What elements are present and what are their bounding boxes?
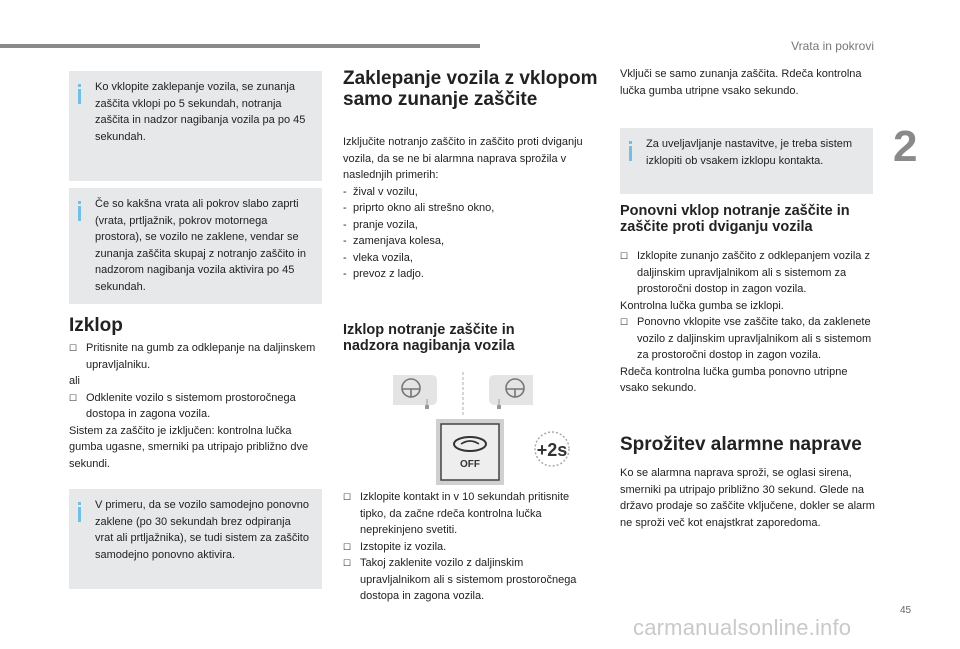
heading-izklop: Izklop xyxy=(69,315,123,336)
paragraph: Kontrolna lučka gumba se izklopi. xyxy=(620,299,784,312)
paragraph: Rdeča kontrolna lučka gumba ponovno utripne vsako sekundo. xyxy=(620,365,848,394)
watermark: carmanualsonline.info xyxy=(633,615,852,640)
info-icon xyxy=(629,141,632,161)
list-item: - zamenjava kolesa, xyxy=(343,233,588,250)
page-number: 45 xyxy=(900,605,912,616)
heading-alarm-trigger: Sprožitev alarmne naprave xyxy=(620,434,862,455)
timer-icon xyxy=(535,432,569,466)
info-icon xyxy=(78,502,81,522)
izklop-text xyxy=(69,340,324,472)
section-title: Vrata in pokrovi xyxy=(791,39,874,53)
list-item: - prevoz z ladjo. xyxy=(343,266,588,283)
heading-exterior-protection: Zaklepanje vozila z vklopom samo zunanje zaščite xyxy=(343,68,598,110)
steering-right-icon xyxy=(489,375,533,409)
illustration xyxy=(343,367,583,487)
svg-text:+2s: +2s xyxy=(536,440,568,460)
note-text: Če so kakšna vrata ali pokrov slabo zaprti (vrata, prtljažnik, pokrov motornega prostora), se vozilo ne zaklene, vendar se zunanja zaščita skupaj z notranjo zaščito in nadzorom nagibanja vozila aktivira po 45 sekundah. xyxy=(95,198,306,293)
note-text: Za uveljavljanje nastavitve, je treba sistem izklopiti ob vsakem izklopu kontakta. xyxy=(646,138,853,167)
chapter-number: 2 xyxy=(893,122,918,171)
bullet-item: ☐ Izklopite kontakt in v 10 sekundah pritisnite tipko, da začne rdeča kontrolna lučka neprekinjeno svetiti. xyxy=(343,489,593,539)
info-note xyxy=(69,71,322,181)
intro-text xyxy=(343,134,588,283)
info-note xyxy=(620,128,873,194)
list-item: - žival v vozilu, xyxy=(343,184,588,201)
paragraph: Ko se alarmna naprava sproži, se oglasi sirena, smerniki pa utripajo približno 30 sekund. Glede na državo prodaje so zaščite vključene, dokler se alarm ne sproži več kot enajstkrat zaporedoma. xyxy=(620,467,875,529)
reactivate-text xyxy=(620,248,875,397)
paragraph: Vključi se samo zunanja zaščita. Rdeča kontrolna lučka gumba utripne vsako sekundo. xyxy=(620,68,862,97)
header-rule xyxy=(0,44,480,48)
note-text: Ko vklopite zaklepanje vozila, se zunanja zaščita vklopi po 5 sekundah, notranja zaščita in nadzor nagibanja vozila pa po 45 sekundah. xyxy=(95,81,306,143)
svg-text:OFF: OFF xyxy=(460,459,480,470)
bullet-item: ☐ Odklenite vozilo s sistemom prostoročnega dostopa in zagona vozila. xyxy=(69,390,324,423)
alarm-off-button-icon xyxy=(436,419,504,485)
exterior-only-text xyxy=(620,66,875,99)
bullet-item: ☐ Izstopite iz vozila. xyxy=(343,539,593,556)
interior-off-steps xyxy=(343,489,593,605)
info-note xyxy=(69,188,322,304)
heading-interior-off: Izklop notranje zaščite in nadzora nagibanja vozila xyxy=(343,322,515,354)
info-icon xyxy=(78,84,81,104)
or-text: ali xyxy=(69,375,81,387)
note-text: V primeru, da se vozilo samodejno ponovno zaklene (po 30 sekundah brez odpiranja vrat ali prtljažnika), se tudi sistem za zaščito samodejno ponovno aktivira. xyxy=(95,499,310,561)
paragraph: Izključite notranjo zaščito in zaščito proti dviganju vozila, da se ne bi alarmna naprava sprožila v naslednjih primerih: xyxy=(343,136,583,181)
bullet-item: ☐ Pritisnite na gumb za odklepanje na daljinskem upravljalniku. xyxy=(69,340,324,373)
info-note xyxy=(69,489,322,589)
alarm-trigger-text xyxy=(620,465,878,531)
list-item: - pranje vozila, xyxy=(343,217,588,234)
steering-left-icon xyxy=(393,375,437,409)
paragraph: Sistem za zaščito je izključen: kontrolna lučka gumba ugasne, smerniki pa utripajo približno dve sekundi. xyxy=(69,424,309,470)
heading-reactivate: Ponovni vklop notranje zaščite in zaščite proti dviganju vozila xyxy=(620,203,850,235)
info-icon xyxy=(78,201,81,221)
list-item: - priprto okno ali strešno okno, xyxy=(343,200,588,217)
bullet-item: ☐ Ponovno vklopite vse zaščite tako, da zaklenete vozilo z daljinskim upravljalnikom ali s sistemom za prostoročni dostop in zagon vozila. xyxy=(620,314,875,364)
bullet-item: ☐ Takoj zaklenite vozilo z daljinskim upravljalnikom ali s sistemom prostoročnega dostopa in zagona vozila. xyxy=(343,555,593,605)
list-item: - vleka vozila, xyxy=(343,250,588,267)
bullet-item: ☐ Izklopite zunanjo zaščito z odklepanjem vozila z daljinskim upravljalnikom ali s sistemom za prostoročni dostop in zagon vozila. xyxy=(620,248,875,298)
